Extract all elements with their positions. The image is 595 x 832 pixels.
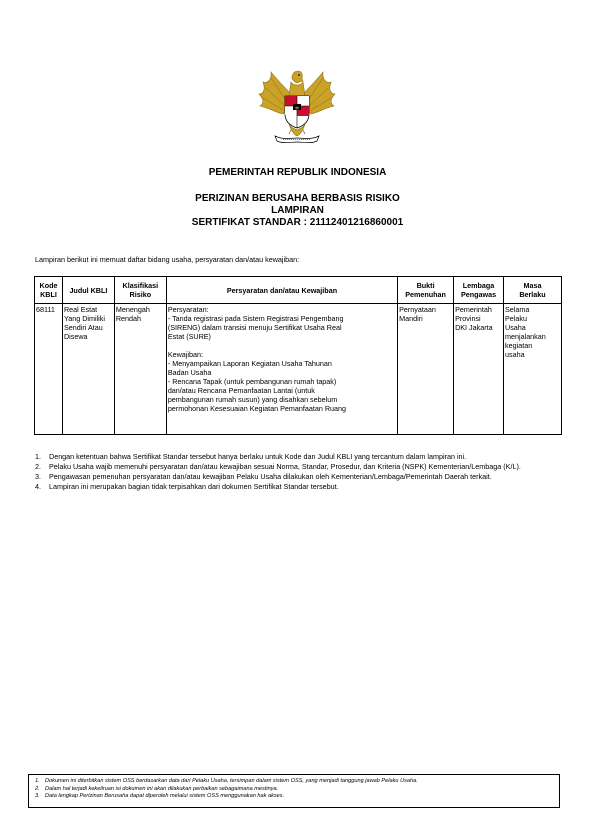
- footer-item: 3. Data lengkap Perizinan Berusaha dapat diperoleh melalui sistem OSS menggunakan hak akses.: [35, 793, 285, 800]
- footer-disclaimer: [28, 774, 560, 808]
- header-judul: Judul KBLI: [62, 277, 114, 304]
- garuda-emblem-icon: [257, 68, 337, 146]
- list-item: 2. Pelaku Usaha wajib memenuhi persyaratan dan/atau kewajiban sesuai Norma, Standar, Prosedur, dan Kriteria (NSPK) Kementerian/Lembaga (K/L).: [35, 462, 521, 471]
- government-title: PEMERINTAH REPUBLIK INDONESIA: [208, 167, 387, 178]
- list-item: 3. Pengawasan pemenuhan persyaratan dan/atau kewajiban Pelaku Usaha dilakukan oleh Kementerian/Lembaga/Pemerintah Daerah terkait.: [35, 472, 492, 481]
- footer-item: 2. Dalam hal terjadi kekeliruan isi dokumen ini akan dilakukan perbaikan sebagaimana mestinya.: [35, 785, 279, 792]
- header-persyaratan: Persyaratan dan/atau Kewajiban: [166, 277, 397, 304]
- header-klasifikasi: Klasifikasi Risiko: [114, 277, 166, 304]
- cell-lembaga: Pemerintah Provinsi DKI Jakarta: [454, 304, 504, 435]
- kbli-table: [34, 276, 562, 435]
- intro-text: Lampiran berikut ini memuat daftar bidang usaha, persyaratan dan/atau kewajiban:: [35, 255, 300, 264]
- cell-klasifikasi: Menengah Rendah: [114, 304, 166, 435]
- cell-persyaratan: Persyaratan: - Tanda registrasi pada Sistem Registrasi Pengembang (SIRENG) dalam transisi menuju Sertifikat Usaha Real Estat (SURE) Kewajiban: - Menyampaikan Laporan Kegiatan Usaha Tahunan Badan Usaha - Rencana Tapak (untuk pembangunan rumah tapak) dan/atau Rencana Pemanfaatan Lantai (untuk pembangunan rumah susun) yang disahkan sebelum permohonan Kesesuaian Kegiatan Pemanfaatan Ruang: [166, 304, 397, 435]
- document-subtitle: LAMPIRAN: [271, 205, 324, 216]
- document-title: PERIZINAN BERUSAHA BERBASIS RISIKO: [195, 193, 400, 204]
- list-item: 1. Dengan ketentuan bahwa Sertifikat Standar tersebut hanya berlaku untuk Kode dan Judul KBLI yang tercantum dalam lampiran ini.: [35, 452, 467, 461]
- header-lembaga: Lembaga Pengawas: [454, 277, 504, 304]
- list-item: 4. Lampiran ini merupakan bagian tidak terpisahkan dari dokumen Sertifikat Standar tersebut.: [35, 482, 339, 491]
- header-bukti: Bukti Pemenuhan: [398, 277, 454, 304]
- table-row: [35, 304, 562, 435]
- cell-kode: 68111: [35, 304, 63, 435]
- header-kode: Kode KBLI: [35, 277, 63, 304]
- table-bottom-border: [35, 434, 562, 435]
- footer-item: 1. Dokumen ini diterbitkan sistem OSS berdasarkan data dari Pelaku Usaha, tersimpan dalam sistem OSS, yang menjadi tanggung jawab Pelaku Usaha.: [35, 778, 418, 784]
- cell-bukti: Pernyataan Mandiri: [398, 304, 454, 435]
- table-header-row: [35, 277, 562, 304]
- certificate-number: SERTIFIKAT STANDAR : 2111240121686000​1: [191, 217, 404, 228]
- cell-judul: Real Estat Yang Dimiliki Sendiri Atau Disewa: [62, 304, 114, 435]
- notes-list: [35, 452, 558, 492]
- cell-masa: Selama Pelaku Usaha menjalankan kegiatan usaha: [504, 304, 562, 435]
- header-masa: Masa Berlaku: [504, 277, 562, 304]
